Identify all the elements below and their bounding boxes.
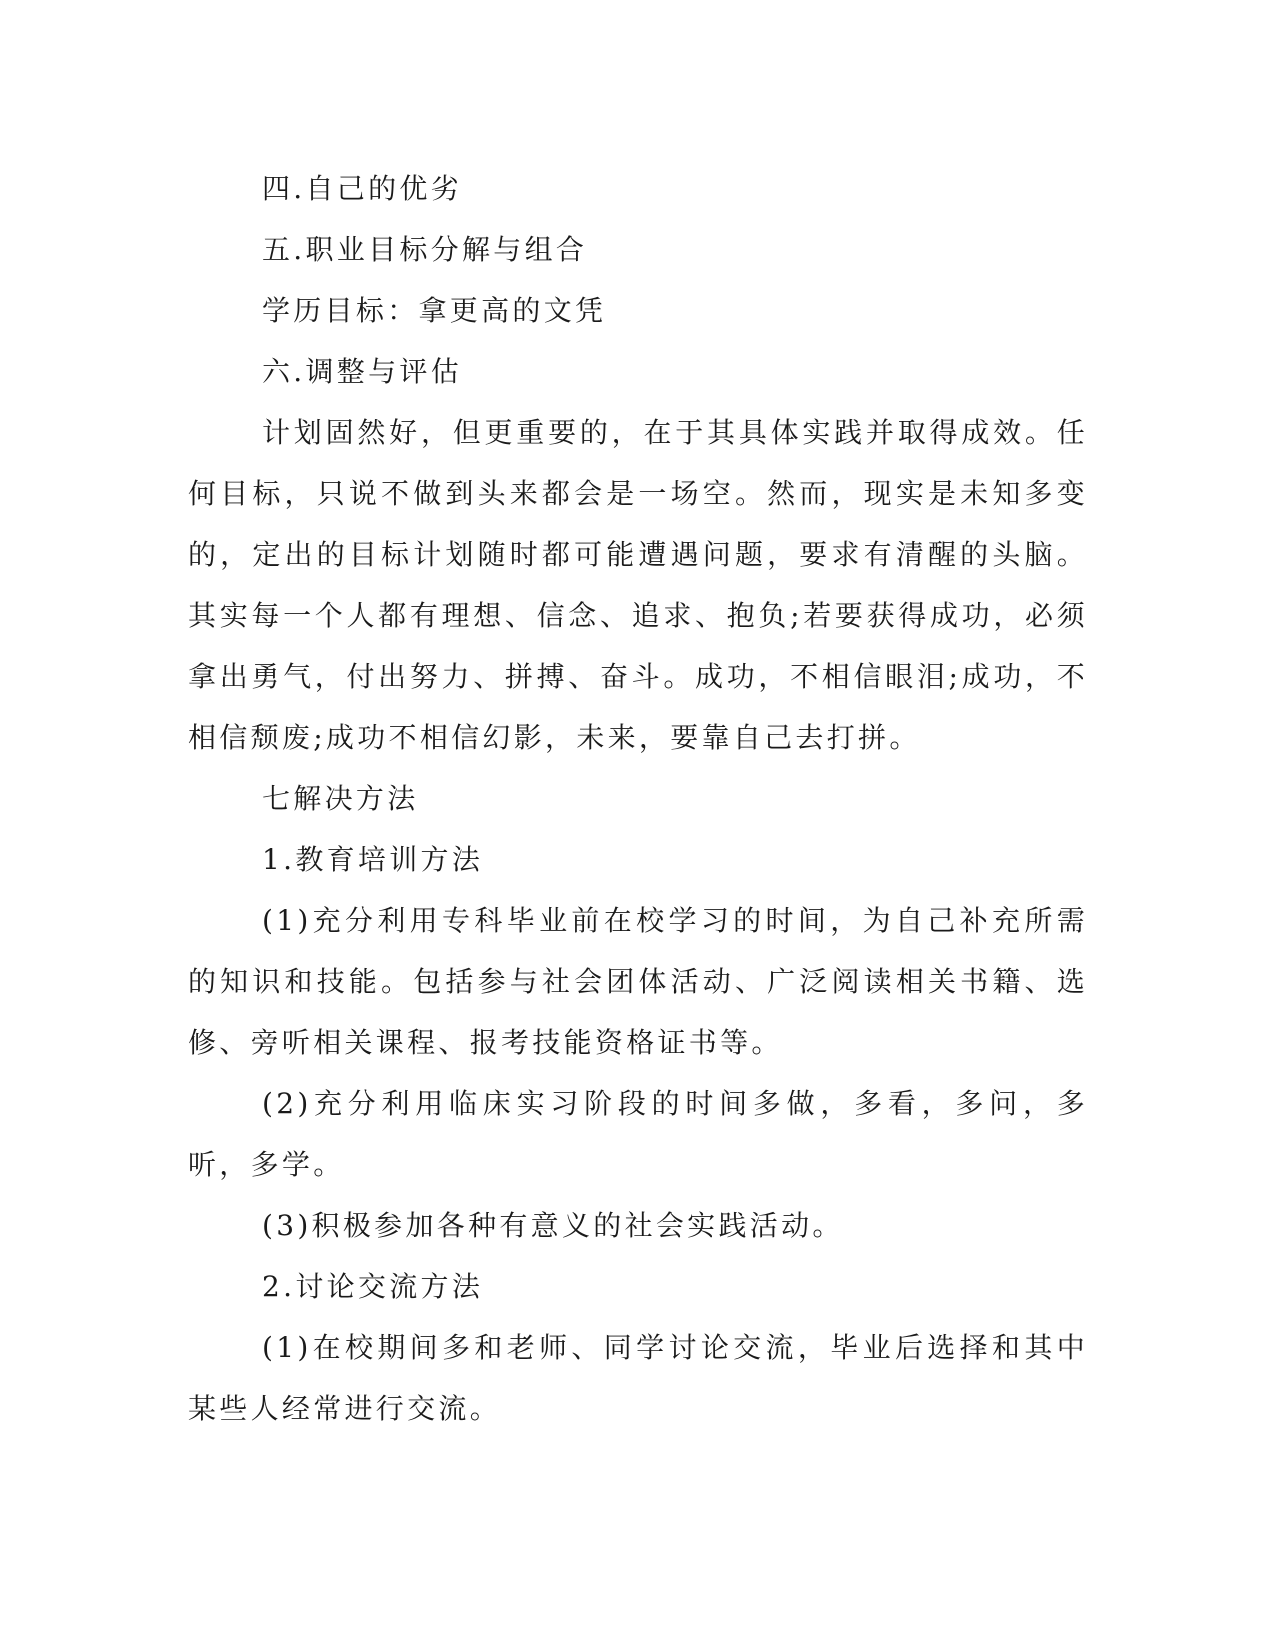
list-item-training-1: (1)充分利用专科毕业前在校学习的时间，为自己补充所需的知识和技能。包括参与社会团体活动、广泛阅读相关书籍、选修、旁听相关课程、报考技能资格证书等。	[188, 904, 1088, 1059]
document-body	[188, 158, 1088, 1439]
paragraph-plan-practice: 计划固然好，但更重要的，在于其具体实践并取得成效。任何目标，只说不做到头来都会是一场空。然而，现实是未知多变的，定出的目标计划随时都可能遭遇问题，要求有清醒的头脑。其实每一个人都有理想、信念、追求、抱负;若要获得成功，必须拿出勇气，付出努力、拼搏、奋斗。成功，不相信眼泪;成功，不相信颓废;成功不相信幻影，未来，要靠自己去打拼。	[188, 416, 1088, 754]
education-goal-line: 学历目标：拿更高的文凭	[262, 294, 607, 327]
list-item-discussion-1: (1)在校期间多和老师、同学讨论交流，毕业后选择和其中某些人经常进行交流。	[188, 1331, 1088, 1425]
heading-goal-breakdown: 五.职业目标分解与组合	[262, 233, 588, 266]
list-item-training-3: (3)积极参加各种有意义的社会实践活动。	[262, 1209, 844, 1242]
heading-solutions: 七解决方法	[262, 782, 419, 815]
heading-strengths-weaknesses: 四.自己的优劣	[262, 172, 463, 205]
list-item-training-2: (2)充分利用临床实习阶段的时间多做，多看，多问，多听，多学。	[188, 1087, 1088, 1181]
subheading-education-training: 1.教育培训方法	[262, 843, 484, 876]
heading-adjust-evaluate: 六.调整与评估	[262, 355, 463, 388]
subheading-discussion-exchange: 2.讨论交流方法	[262, 1270, 484, 1303]
